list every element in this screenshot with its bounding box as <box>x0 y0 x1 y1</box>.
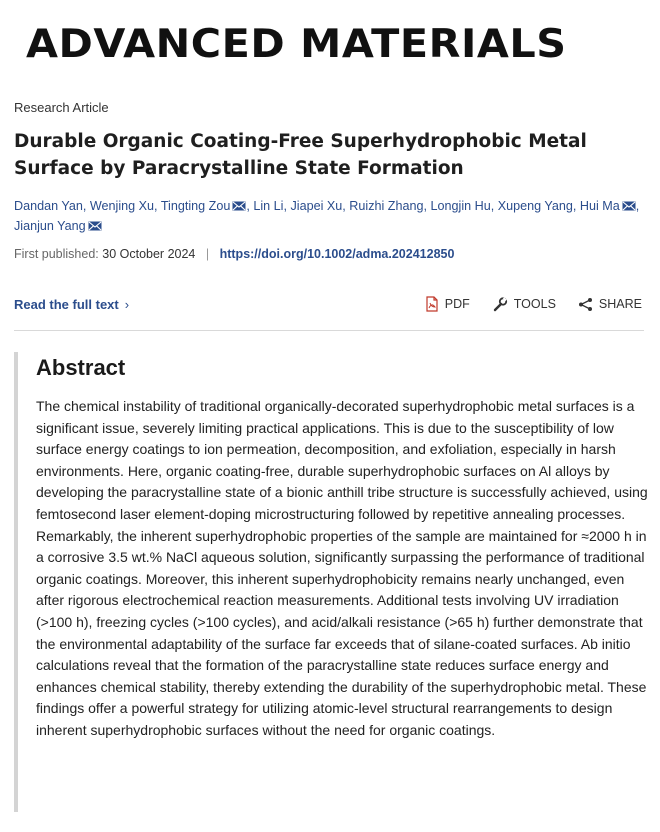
author-link[interactable] <box>90 199 154 213</box>
pdf-button[interactable] <box>425 296 470 312</box>
author-name: Tingting Zou <box>160 199 231 213</box>
abstract-text: The chemical instability of traditional organically-decorated superhydrophobic metal surfaces is a significant issue, severely limiting practical applications. This is due to the susceptibility of low surface energy coatings to ion permeation, decomposition, and exfoliation, especially in harsh environments. Here, organic coating-free, durable superhydrophobic surfaces on Al alloys by developing the paracrystalline state of a bionic anthill tribe structure is successfully achieved, using femtosecond laser element-doping microstructuring followed by repetitive annealing processes. Remarkably, the inherent superhydrophobic properties of the sample are maintained for ≈2000 h in a corrosive 3.5 wt.% NaCl aqueous solution, significantly surpassing the performance of traditional organic coatings. Moreover, this inherent superhydrophobicity remains nearly unchanged, even after rigorous electrochemical reaction measurements. Additional tests involving UV irradiation (>100 h), freezing cycles (>100 cycles), and acid/alkali resistance (>65 h) further demonstrate that the environmental adaptability of the surface far exceeds that of silane-coated surfaces. Ab initio calculations reveal that the formation of the paracrystalline state reduces surface energy and enhances chemical stability, thereby extending the durability of the superhydrophobic metal. These findings offer a powerful strategy for utilizing atomic-level structural rearrangements to design inherent superhydrophobic surfaces without the need for organic coatings. <box>36 398 648 738</box>
chevron-right-icon: › <box>124 297 130 312</box>
abstract-heading: Abstract <box>36 355 126 380</box>
author-separator: , <box>82 199 90 213</box>
author-separator: , <box>283 199 291 213</box>
email-envelope-icon[interactable] <box>232 201 246 211</box>
article-tools-bar <box>425 296 642 312</box>
author-link[interactable] <box>431 199 491 213</box>
author-link[interactable] <box>161 199 247 213</box>
author-link[interactable] <box>290 199 342 213</box>
email-envelope-icon[interactable] <box>622 201 636 211</box>
author-link[interactable] <box>253 199 283 213</box>
read-full-text-label: Read the full text <box>14 297 119 312</box>
author-name: Longjin Hu <box>430 199 491 213</box>
separator: | <box>205 247 210 261</box>
author-name: Xupeng Yang <box>497 199 573 213</box>
share-icon <box>578 297 593 312</box>
tools-label: TOOLS <box>513 297 556 311</box>
doi-link[interactable]: https://doi.org/10.1002/adma.202412850 <box>219 247 455 261</box>
first-published-date: 30 October 2024 <box>102 247 196 261</box>
author-separator: , <box>342 199 350 213</box>
pdf-icon <box>425 296 439 312</box>
author-name: Dandan Yan <box>14 199 83 213</box>
first-published-label: First published: <box>14 247 99 261</box>
author-separator: , <box>635 199 640 213</box>
author-name: Hui Ma <box>579 199 620 213</box>
author-separator: , <box>154 199 161 213</box>
tools-button[interactable] <box>492 296 556 312</box>
share-button[interactable] <box>578 297 642 312</box>
share-label: SHARE <box>598 297 642 311</box>
author-link[interactable] <box>498 199 573 213</box>
section-divider <box>14 330 644 331</box>
author-link[interactable] <box>349 199 423 213</box>
author-link[interactable] <box>580 199 636 213</box>
pdf-label: PDF <box>444 297 470 311</box>
author-list <box>14 196 650 236</box>
author-link[interactable] <box>14 199 83 213</box>
read-full-text-link[interactable] <box>14 297 129 312</box>
author-link[interactable] <box>14 219 102 233</box>
email-envelope-icon[interactable] <box>88 221 102 231</box>
author-name: Lin Li <box>253 199 284 213</box>
author-separator: , <box>490 199 498 213</box>
author-name: Jianjun Yang <box>14 219 86 233</box>
journal-logo[interactable]: ADVANCED MATERIALS <box>26 22 567 67</box>
article-title: Durable Organic Coating-Free Superhydrophobic Metal Surface by Paracrystalline State Formation <box>14 131 587 179</box>
author-separator: , <box>572 199 580 213</box>
author-name: Jiapei Xu <box>290 199 343 213</box>
author-separator: , <box>423 199 431 213</box>
author-name: Wenjing Xu <box>89 199 155 213</box>
author-separator: , <box>246 199 254 213</box>
author-name: Ruizhi Zhang <box>349 199 424 213</box>
abstract-section <box>14 352 648 812</box>
article-type: Research Article <box>14 100 109 115</box>
publication-info <box>14 247 454 261</box>
wrench-icon <box>492 296 508 312</box>
